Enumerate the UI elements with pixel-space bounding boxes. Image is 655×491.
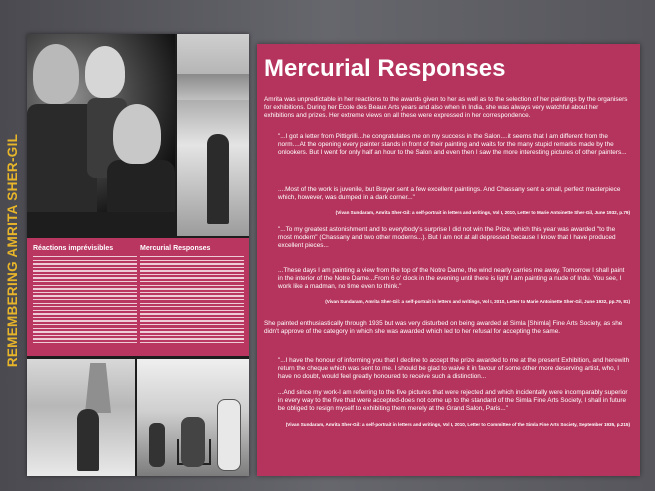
photo-temple-woman <box>27 359 135 476</box>
photo-rooftop <box>177 34 249 236</box>
side-title <box>2 120 24 380</box>
english-text-lines <box>140 256 244 343</box>
french-column <box>33 244 137 345</box>
simla-paragraph: She painted enthusiastically through 1935 but was very disturbed on being awarded at Simla [Shimla] Fine Arts Society, as she didn't approve of the category in which she was awarded which led to her refusal for accepting the same. <box>264 320 623 336</box>
citation-2: (Vivan Sundaram, Amrita Sher-Gil: a self-portrait in letters and writings, Vol I, 2010, Letter to Marie Antoinette Sher-Gil, June 1932, pp.79, 81) <box>325 299 630 304</box>
quote-decline-prize: "...I have the honour of informing you that I decline to accept the prize awarded to me at the present Exhibition, and herewith return the cheque which was sent to me. I should be glad to waive it in favour of some other more deserving artist, who, I have no doubt, would feel greatly honoured to receive such a distinction... <box>278 357 630 381</box>
citation-1: (Vivan Sundaram, Amrita Sher-Gil: a self-portrait in letters and writings, Vol I, 2010, Letter to Marie Antoinette Sher-Gil, June 1932, p.79) <box>335 210 630 215</box>
french-text-block <box>27 238 249 356</box>
quote-brayer: ....Most of the work is juvenile, but Brayer sent a few excellent paintings. And Chassany sent a small, perfect masterpiece which, however, was dumped in a dark corner..." <box>278 186 621 202</box>
panel-title: Mercurial Responses <box>264 55 506 82</box>
quote-pittigrilli: "...I got a letter from Pittigrilli...he congratulates me on my success in the Salon....it seems that I am different from the norm....At the opening every painter stands in front of their painting and waits for the many stupid remarks made by the onlookers. But I went for only half an hour to the Salon and even then I saw the more interesting pictures of other painters... <box>278 133 627 157</box>
photo-painting-outdoors <box>137 359 249 476</box>
french-panel <box>27 34 249 476</box>
french-column-title: Réactions imprévisibles <box>33 245 114 252</box>
intro-paragraph: Amrita was unpredictable in her reactions to the awards given to her as well as to the selection of her paintings by the organisers for exhibitions. During her Ecole des Beaux Arts years and also when in India, she was always very watchful about her exhibitions and prizes. Her extreme views on all these were expressed in her correspondence. <box>264 96 628 120</box>
side-title-text: REMEMBERING AMRITA SHER-GIL <box>5 133 21 367</box>
citation-3: (Vivan Sundaram, Amrita Sher-Gil: a self-portrait in letters and writings, Vol I, 2010, Letter to Committee of the Simla Fine Arts Society, September 1935, p.215) <box>285 422 630 427</box>
quote-prize: "...To my greatest astonishment and to everybody's surprise I did not win the Prize, which this year was awarded "to the most modern" (Chassany and two other moderns...). But I am not at all depressed because I know that I have produced excellent pieces... <box>278 226 616 250</box>
english-panel <box>257 44 640 476</box>
english-column-title: Mercurial Responses <box>140 245 211 252</box>
photo-sisters-portrait <box>27 34 175 212</box>
english-column <box>140 244 244 345</box>
quote-rejected-pictures: ...And since my work-I am referring to the five pictures that were rejected and which incidentally were incomparably superior in every way to the five that were accepted-does not come up to the standard of the Simla Fine Arts Society, I shall in future be obliged to resign myself to exhibiting them merely at the Grand Salon, Paris..." <box>278 389 628 413</box>
french-text-lines <box>33 256 137 343</box>
quote-notre-dame: ...These days I am painting a view from the top of the Notre Dame, the wind nearly carries me away. Tomorrow I shall paint in the interior of the Notre Dame...From 6 o' clock in the evening until there is light I am painting a nude of Indu. You see, I work like a madman, no time even to think." <box>278 267 625 291</box>
